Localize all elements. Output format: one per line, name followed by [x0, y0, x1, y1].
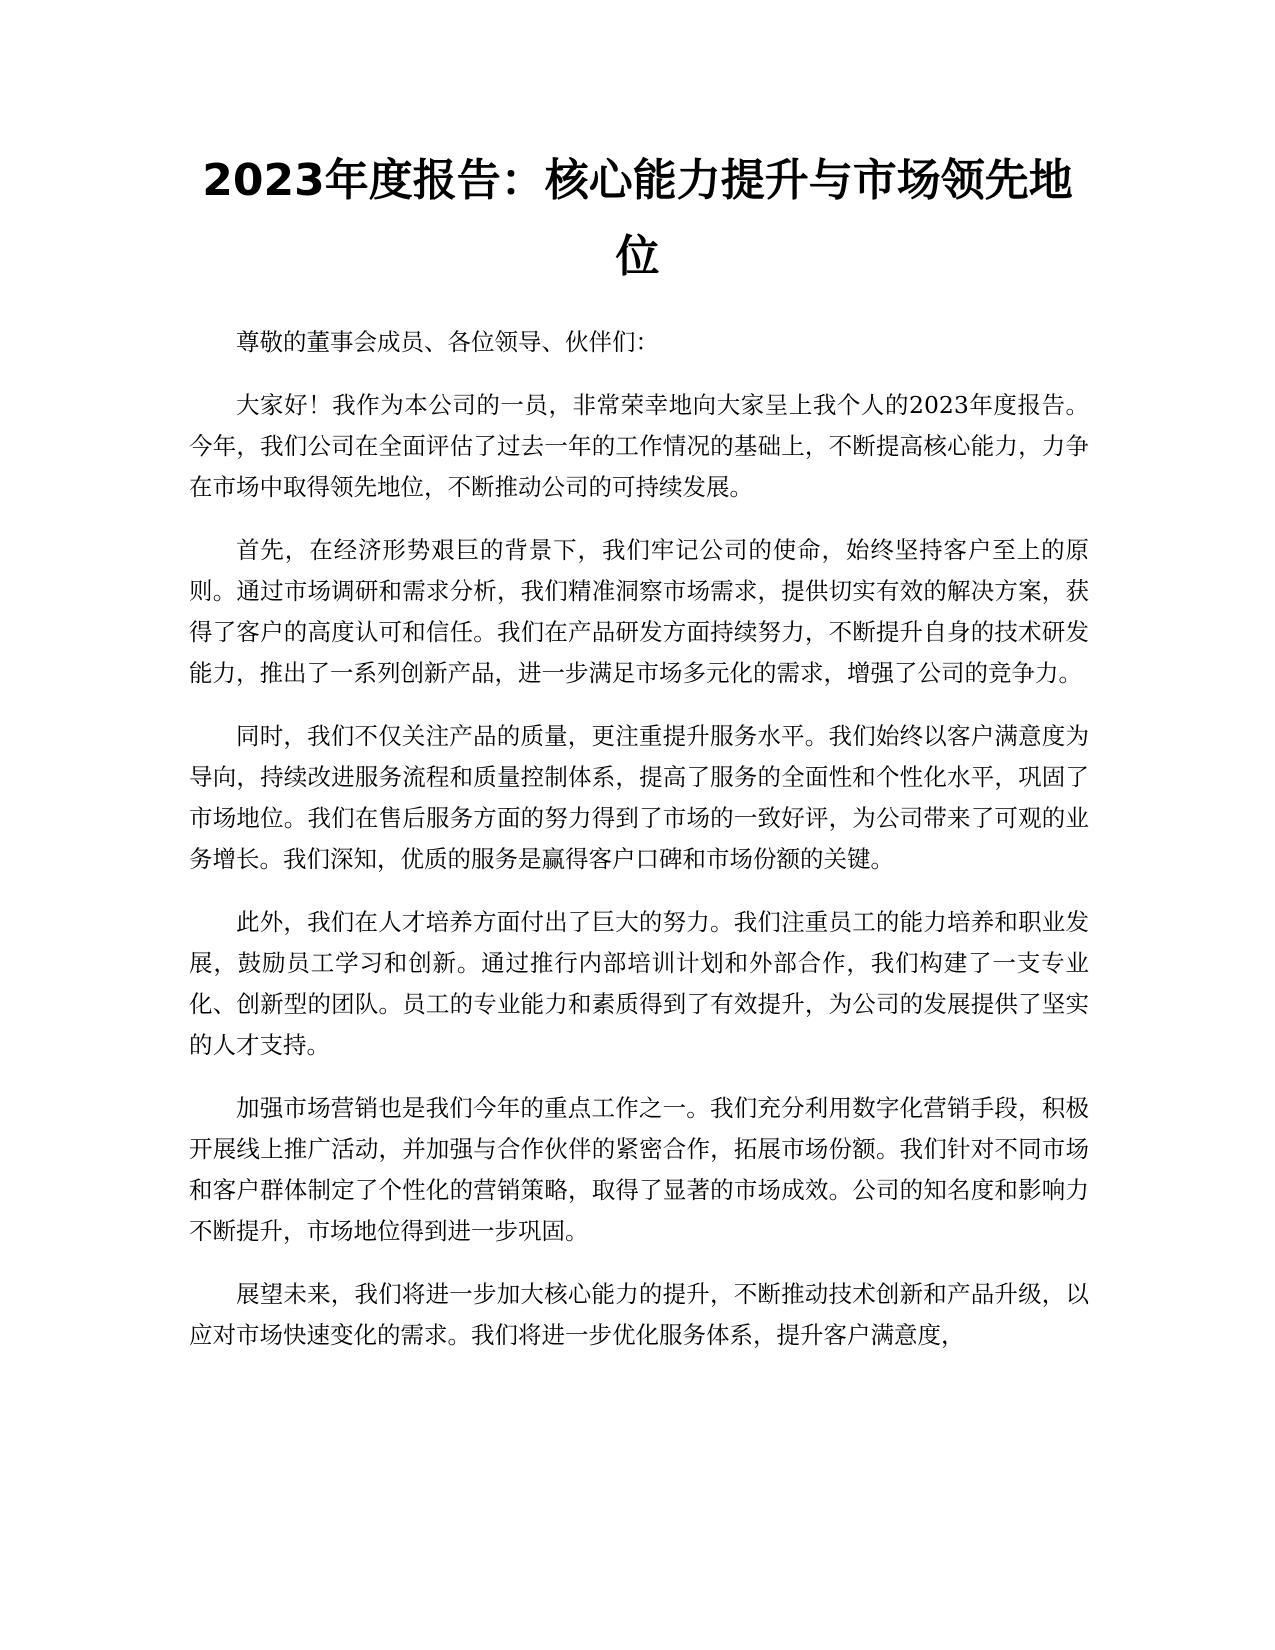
body-paragraph: 展望未来，我们将进一步加大核心能力的提升，不断推动技术创新和产品升级，以应对市场快速变化的需求。我们将进一步优化服务体系，提升客户满意度，	[189, 1280, 1089, 1349]
document-title: 2023年度报告：核心能力提升与市场领先地位	[202, 155, 1073, 282]
salutation-paragraph: 尊敬的董事会成员、各位领导、伙伴们：	[236, 328, 659, 356]
body-paragraph: 同时，我们不仅关注产品的质量，更注重提升服务水平。我们始终以客户满意度为导向，持续改进服务流程和质量控制体系，提高了服务的全面性和个性化水平，巩固了市场地位。我们在售后服务方面的努力得到了市场的一致好评，为公司带来了可观的业务增长。我们深知，优质的服务是赢得客户口碑和市场份额的关键。	[189, 722, 1089, 873]
body-paragraph: 加强市场营销也是我们今年的重点工作之一。我们充分利用数字化营销手段，积极开展线上推广活动，并加强与合作伙伴的紧密合作，拓展市场份额。我们针对不同市场和客户群体制定了个性化的营销策略，取得了显著的市场成效。公司的知名度和影响力不断提升，市场地位得到进一步巩固。	[189, 1094, 1089, 1245]
body-paragraph: 首先，在经济形势艰巨的背景下，我们牢记公司的使命，始终坚持客户至上的原则。通过市场调研和需求分析，我们精准洞察市场需求，提供切实有效的解决方案，获得了客户的高度认可和信任。我们在产品研发方面持续努力，不断提升自身的技术研发能力，推出了一系列创新产品，进一步满足市场多元化的需求，增强了公司的竞争力。	[189, 536, 1089, 687]
document-body	[189, 322, 1089, 1378]
body-paragraph: 大家好！我作为本公司的一员，非常荣幸地向大家呈上我个人的2023年度报告。今年，我们公司在全面评估了过去一年的工作情况的基础上，不断提高核心能力，力争在市场中取得领先地位，不断推动公司的可持续发展。	[189, 391, 1089, 501]
body-paragraph: 此外，我们在人才培养方面付出了巨大的努力。我们注重员工的能力培养和职业发展，鼓励员工学习和创新。通过推行内部培训计划和外部合作，我们构建了一支专业化、创新型的团队。员工的专业能力和素质得到了有效提升，为公司的发展提供了坚实的人才支持。	[189, 908, 1089, 1059]
